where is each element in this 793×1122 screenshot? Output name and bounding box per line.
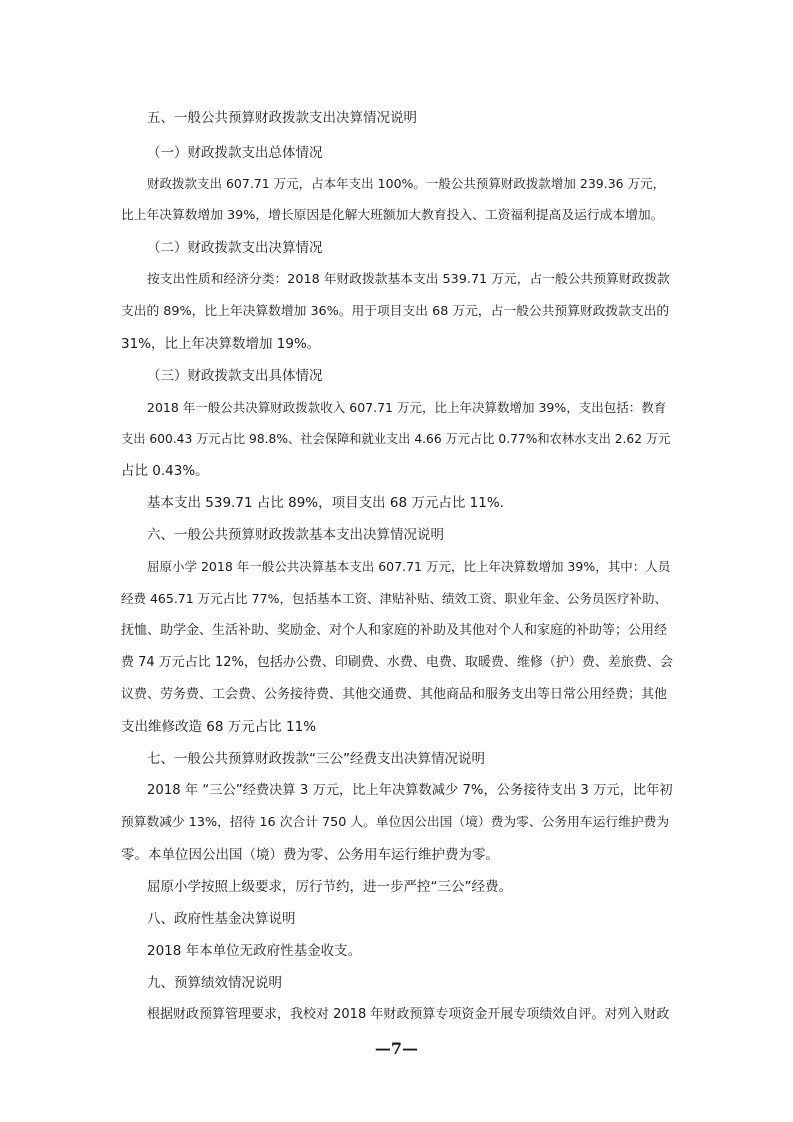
paragraph-line: 零。本单位因公出国（境）费为零、公务用车运行维护费为零。: [121, 847, 499, 863]
paragraph-line: 按支出性质和经济分类：2018 年财政拨款基本支出 539.71 万元，占一般公共预算财政拨款: [147, 272, 670, 287]
paragraph-line: 比上年决算数增加 39%，增长原因是化解大班额加大教育投入、工资福利提高及运行成本增加。: [121, 208, 664, 223]
paragraph-line: 占比 0.43%。: [121, 463, 209, 479]
section-heading: 六、一般公共预算财政拨款基本支出决算情况说明: [147, 527, 444, 543]
paragraph-line: 议费、劳务费、工会费、公务接待费、其他交通费、其他商品和服务支出等日常公用经费；其他: [121, 687, 668, 702]
section-heading: 五、一般公共预算财政拨款支出决算情况说明: [147, 110, 417, 126]
paragraph-line: 屈原小学 2018 年一般公共决算基本支出 607.71 万元，比上年决算数增加 39%，其中：人员: [147, 559, 671, 574]
paragraph-line: 费 74 万元占比 12%，包括办公费、印刷费、水费、电费、取暖费、维修（护）费、差旅费、会: [121, 655, 673, 670]
subsection-heading: （一）财政拨款支出总体情况: [147, 145, 323, 161]
section-heading: 九、预算绩效情况说明: [147, 975, 282, 991]
paragraph-line: 2018 年一般公共决算财政拨款收入 607.71 万元，比上年决算数增加 39%，支出包括：教育: [147, 400, 667, 415]
subsection-heading: （三）财政拨款支出具体情况: [147, 368, 323, 384]
paragraph-line: 支出维修改造 68 万元占比 11%: [121, 719, 317, 735]
paragraph-line: 根据财政预算管理要求，我校对 2018 年财政预算专项资金开展专项绩效自评。对列入财政: [147, 1007, 670, 1022]
paragraph-line: 预算数减少 13%，招待 16 次合计 750 人。单位因公出国（境）费为零、公务用车运行维护费为: [121, 815, 670, 830]
paragraph-line: 支出 600.43 万元占比 98.8%、社会保障和就业支出 4.66 万元占比 0.77%和农林水支出 2.62 万元: [121, 432, 671, 446]
subsection-heading: （二）财政拨款支出决算情况: [147, 240, 323, 256]
paragraph-line: 屈原小学按照上级要求，厉行节约，进一步严控“三公”经费。: [147, 879, 512, 895]
paragraph-line: 抚恤、助学金、生活补助、奖励金、对个人和家庭的补助及其他对个人和家庭的补助等；公用经: [121, 623, 668, 638]
section-heading: 八、政府性基金决算说明: [147, 911, 296, 927]
paragraph-line: 支出的 89%，比上年决算数增加 36%。用于项目支出 68 万元，占一般公共预算财政拨款支出的: [121, 304, 670, 319]
paragraph-line: 基本支出 539.71 占比 89%，项目支出 68 万元占比 11%.: [147, 495, 504, 511]
paragraph-line: 财政拨款支出 607.71 万元，占本年支出 100%。一般公共预算财政拨款增加 239.36 万元，: [147, 176, 666, 191]
paragraph-line: 经费 465.71 万元占比 77%，包括基本工资、津贴补贴、绩效工资、职业年金、公务员医疗补助、: [121, 591, 667, 606]
paragraph-line: 31%，比上年决算数增加 19%。: [121, 336, 321, 352]
paragraph-line: 2018 年本单位无政府性基金收支。: [147, 943, 362, 959]
page-number: —7—: [374, 1039, 419, 1058]
paragraph-line: 2018 年 “三公”经费决算 3 万元，比上年决算数减少 7%，公务接待支出 3 万元，比年初: [147, 783, 673, 798]
section-heading: 七、一般公共预算财政拨款“三公”经费支出决算情况说明: [147, 751, 485, 767]
